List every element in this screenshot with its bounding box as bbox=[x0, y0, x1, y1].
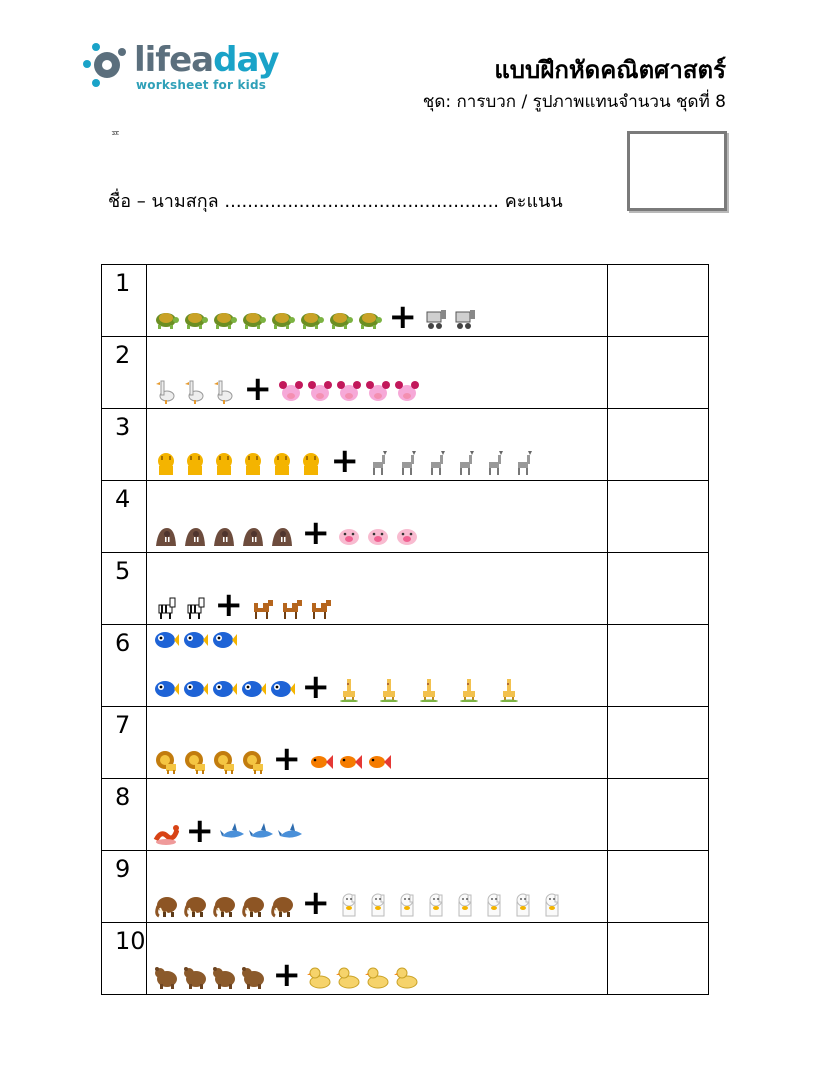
plus-sign: + bbox=[301, 513, 331, 553]
duck-icon bbox=[365, 964, 391, 990]
bear-icon bbox=[240, 964, 266, 990]
blue-fish-icon bbox=[182, 627, 208, 653]
pink-pig-icon bbox=[394, 378, 420, 404]
deer-icon bbox=[452, 450, 478, 476]
goldfish-icon bbox=[365, 748, 391, 774]
problem-number: 3 bbox=[102, 409, 147, 481]
tiger-icon bbox=[182, 450, 208, 476]
picture-line bbox=[153, 441, 540, 481]
lion-icon bbox=[240, 748, 266, 774]
walrus-icon bbox=[153, 522, 179, 548]
problem-number: 8 bbox=[102, 779, 147, 851]
answer-cell[interactable] bbox=[607, 707, 708, 779]
tiger-icon bbox=[153, 450, 179, 476]
lion-icon bbox=[182, 748, 208, 774]
walrus-icon bbox=[240, 522, 266, 548]
answer-cell[interactable] bbox=[607, 923, 708, 995]
score-box[interactable] bbox=[627, 131, 727, 211]
problems-table bbox=[101, 264, 709, 995]
bear-icon bbox=[211, 964, 237, 990]
walrus-icon bbox=[182, 522, 208, 548]
tiger-icon bbox=[240, 450, 266, 476]
problem-pictures bbox=[146, 409, 607, 481]
pig-icon bbox=[365, 522, 391, 548]
answer-cell[interactable] bbox=[607, 265, 708, 337]
blue-fish-icon bbox=[153, 627, 179, 653]
problem-number: 7 bbox=[102, 707, 147, 779]
plus-sign: + bbox=[185, 811, 215, 851]
picture-line bbox=[153, 627, 240, 653]
giraffe-icon bbox=[376, 676, 402, 702]
problem-row bbox=[102, 707, 709, 779]
problem-row bbox=[102, 923, 709, 995]
problem-pictures bbox=[146, 625, 607, 707]
picture-line bbox=[153, 297, 482, 337]
lucky-cat-icon bbox=[423, 892, 449, 918]
donkey-cart-icon bbox=[452, 306, 478, 332]
answer-cell[interactable] bbox=[607, 409, 708, 481]
tiger-icon bbox=[298, 450, 324, 476]
giraffe-icon bbox=[496, 676, 522, 702]
problem-number: 9 bbox=[102, 851, 147, 923]
giraffe-icon bbox=[336, 676, 362, 702]
problem-number: 2 bbox=[102, 337, 147, 409]
donkey-cart-icon bbox=[423, 306, 449, 332]
cow-icon bbox=[249, 594, 275, 620]
giraffe-icon bbox=[456, 676, 482, 702]
turtle-icon bbox=[211, 306, 237, 332]
lion-icon bbox=[153, 748, 179, 774]
picture-line bbox=[153, 513, 424, 553]
duck-icon bbox=[307, 964, 333, 990]
zebra-icon bbox=[182, 594, 208, 620]
answer-cell[interactable] bbox=[607, 553, 708, 625]
problem-row bbox=[102, 265, 709, 337]
lucky-cat-icon bbox=[394, 892, 420, 918]
problem-pictures bbox=[146, 707, 607, 779]
mammoth-icon bbox=[153, 892, 179, 918]
walrus-icon bbox=[269, 522, 295, 548]
problem-row bbox=[102, 779, 709, 851]
picture-line bbox=[153, 739, 395, 779]
giraffe-icon bbox=[416, 676, 442, 702]
lucky-cat-icon bbox=[452, 892, 478, 918]
problem-number: 10 bbox=[102, 923, 147, 995]
deer-icon bbox=[423, 450, 449, 476]
plus-sign: + bbox=[301, 667, 331, 707]
plus-sign: + bbox=[330, 441, 360, 481]
picture-line bbox=[153, 883, 569, 923]
plus-sign: + bbox=[272, 739, 302, 779]
problem-row bbox=[102, 337, 709, 409]
shark-icon bbox=[249, 820, 275, 846]
turtle-icon bbox=[269, 306, 295, 332]
problem-row bbox=[102, 625, 709, 707]
problem-pictures bbox=[146, 851, 607, 923]
plus-sign: + bbox=[272, 955, 302, 995]
bear-icon bbox=[153, 964, 179, 990]
duck-icon bbox=[394, 964, 420, 990]
deer-icon bbox=[481, 450, 507, 476]
problem-pictures bbox=[146, 779, 607, 851]
blue-fish-icon bbox=[211, 627, 237, 653]
problem-pictures bbox=[146, 923, 607, 995]
problem-row bbox=[102, 851, 709, 923]
mammoth-icon bbox=[182, 892, 208, 918]
goldfish-icon bbox=[307, 748, 333, 774]
turtle-icon bbox=[327, 306, 353, 332]
answer-cell[interactable] bbox=[607, 481, 708, 553]
snake-icon bbox=[153, 820, 179, 846]
problem-row bbox=[102, 553, 709, 625]
answer-cell[interactable] bbox=[607, 779, 708, 851]
blue-fish-icon bbox=[211, 676, 237, 702]
problem-pictures bbox=[146, 553, 607, 625]
goldfish-icon bbox=[336, 748, 362, 774]
blue-fish-icon bbox=[240, 676, 266, 702]
plus-sign: + bbox=[214, 585, 244, 625]
pig-icon bbox=[336, 522, 362, 548]
bear-icon bbox=[182, 964, 208, 990]
problem-number: 6 bbox=[102, 625, 147, 707]
page-subtitle: ชุด: การบวก / รูปภาพแทนจำนวน ชุดที่ 8 bbox=[422, 92, 726, 112]
lion-icon bbox=[211, 748, 237, 774]
problem-pictures bbox=[146, 265, 607, 337]
picture-line bbox=[153, 667, 537, 707]
turtle-icon bbox=[182, 306, 208, 332]
stray-mark: ᄑ bbox=[110, 130, 121, 143]
blue-fish-icon bbox=[182, 676, 208, 702]
lucky-cat-icon bbox=[365, 892, 391, 918]
zebra-icon bbox=[153, 594, 179, 620]
blue-fish-icon bbox=[269, 676, 295, 702]
picture-line bbox=[153, 955, 424, 995]
goose-icon bbox=[153, 378, 179, 404]
problem-number: 1 bbox=[102, 265, 147, 337]
logo-icon bbox=[82, 40, 132, 90]
pink-pig-icon bbox=[307, 378, 333, 404]
lucky-cat-icon bbox=[510, 892, 536, 918]
pink-pig-icon bbox=[336, 378, 362, 404]
turtle-icon bbox=[240, 306, 266, 332]
deer-icon bbox=[394, 450, 420, 476]
answer-cell[interactable] bbox=[607, 337, 708, 409]
mammoth-icon bbox=[240, 892, 266, 918]
problem-row bbox=[102, 481, 709, 553]
cow-icon bbox=[278, 594, 304, 620]
goose-icon bbox=[211, 378, 237, 404]
picture-line bbox=[153, 585, 337, 625]
deer-icon bbox=[510, 450, 536, 476]
lucky-cat-icon bbox=[336, 892, 362, 918]
turtle-icon bbox=[153, 306, 179, 332]
page-title: แบบฝึกหัดคณิตศาสตร์ bbox=[494, 56, 726, 84]
duck-icon bbox=[336, 964, 362, 990]
mammoth-icon bbox=[269, 892, 295, 918]
cow-icon bbox=[307, 594, 333, 620]
problem-number: 5 bbox=[102, 553, 147, 625]
pink-pig-icon bbox=[278, 378, 304, 404]
problem-pictures bbox=[146, 481, 607, 553]
problem-number: 4 bbox=[102, 481, 147, 553]
picture-line bbox=[153, 811, 308, 851]
tiger-icon bbox=[211, 450, 237, 476]
pig-icon bbox=[394, 522, 420, 548]
answer-cell[interactable] bbox=[607, 851, 708, 923]
plus-sign: + bbox=[301, 883, 331, 923]
goose-icon bbox=[182, 378, 208, 404]
answer-cell[interactable] bbox=[607, 625, 708, 707]
deer-icon bbox=[365, 450, 391, 476]
brand-name: lifeaday bbox=[134, 40, 279, 80]
shark-icon bbox=[278, 820, 304, 846]
plus-sign: + bbox=[243, 369, 273, 409]
walrus-icon bbox=[211, 522, 237, 548]
problem-pictures bbox=[146, 337, 607, 409]
plus-sign: + bbox=[388, 297, 418, 337]
lucky-cat-icon bbox=[539, 892, 565, 918]
picture-line bbox=[153, 369, 424, 409]
problem-row bbox=[102, 409, 709, 481]
blue-fish-icon bbox=[153, 676, 179, 702]
brand-logo bbox=[82, 40, 282, 96]
turtle-icon bbox=[298, 306, 324, 332]
lucky-cat-icon bbox=[481, 892, 507, 918]
pink-pig-icon bbox=[365, 378, 391, 404]
name-score-line: ชื่อ – นามสกุล ................................................ คะแนน bbox=[108, 191, 563, 212]
brand-tagline: worksheet for kids bbox=[136, 78, 267, 92]
shark-icon bbox=[220, 820, 246, 846]
tiger-icon bbox=[269, 450, 295, 476]
turtle-icon bbox=[356, 306, 382, 332]
mammoth-icon bbox=[211, 892, 237, 918]
